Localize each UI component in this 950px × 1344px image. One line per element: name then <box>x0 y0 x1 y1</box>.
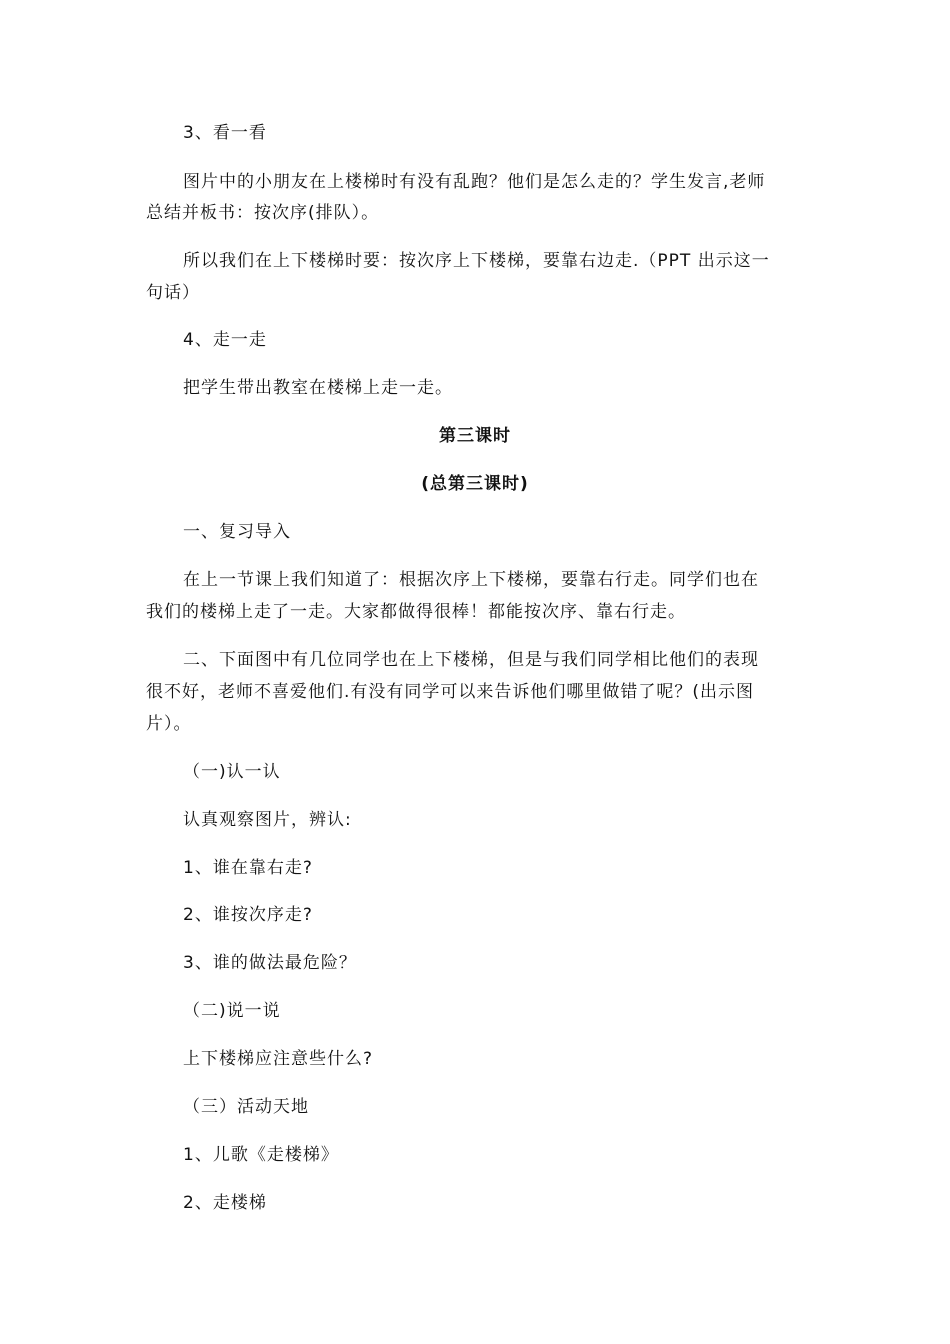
list-item: 3、谁的做法最危险？ <box>183 953 357 973</box>
paragraph-line: 图片中的小朋友在上楼梯时有没有乱跑？他们是怎么走的？学生发言,老师 <box>183 172 766 192</box>
paragraph-line: 认真观察图片，辨认: <box>183 810 352 830</box>
paragraph-line: 片）。 <box>146 714 192 734</box>
list-item: 1、谁在靠右走? <box>183 858 313 878</box>
paragraph-line: 总结并板书：按次序(排队）。 <box>146 203 380 223</box>
list-item: 2、走楼梯 <box>183 1193 267 1213</box>
paragraph-line: 句话） <box>146 283 200 303</box>
lesson-title: 第三课时 <box>439 426 511 446</box>
paragraph-line: 所以我们在上下楼梯时要：按次序上下楼梯，要靠右边走.（PPT 出示这一 <box>183 251 770 271</box>
list-item: 2、谁按次序走? <box>183 905 313 925</box>
lesson-subtitle: (总第三课时) <box>421 474 529 494</box>
paragraph-line: 很不好，老师不喜爱他们.有没有同学可以来告诉他们哪里做错了呢？(出示图 <box>146 682 755 702</box>
section-heading-look: 3、看一看 <box>183 123 267 143</box>
section-heading-review: 一、复习导入 <box>183 522 291 542</box>
paragraph-line: 我们的楼梯上走了一走。大家都做得很棒！都能按次序、靠右行走。 <box>146 602 686 622</box>
paragraph-line: 把学生带出教室在楼梯上走一走。 <box>183 378 453 398</box>
subsection-recognize: （一)认一认 <box>183 762 281 782</box>
subsection-activity: （三）活动天地 <box>183 1097 309 1117</box>
paragraph-line: 上下楼梯应注意些什么? <box>183 1049 374 1069</box>
list-item: 1、儿歌《走楼梯》 <box>183 1145 339 1165</box>
paragraph-line: 在上一节课上我们知道了：根据次序上下楼梯，要靠右行走。同学们也在 <box>183 570 759 590</box>
section-heading-walk: 4、走一走 <box>183 330 267 350</box>
paragraph-line: 二、下面图中有几位同学也在上下楼梯，但是与我们同学相比他们的表现 <box>183 650 759 670</box>
subsection-discuss: （二)说一说 <box>183 1001 281 1021</box>
